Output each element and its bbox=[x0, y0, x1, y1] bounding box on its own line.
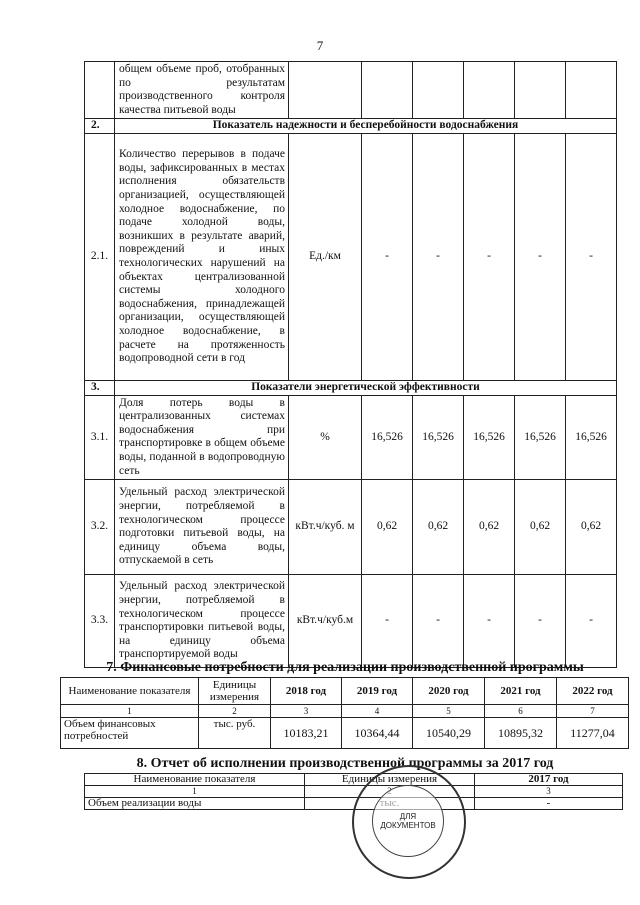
column-header: Единицы измерения bbox=[305, 774, 475, 786]
value-cell: 0,62 bbox=[413, 480, 464, 575]
column-number: 1 bbox=[61, 705, 199, 718]
table-row bbox=[85, 480, 617, 575]
table-row bbox=[61, 718, 629, 749]
value-cell: 10540,29 bbox=[413, 718, 485, 749]
table-row bbox=[85, 395, 617, 480]
stamp-center bbox=[372, 785, 444, 857]
row-name: Объем реализации воды bbox=[85, 798, 305, 810]
header-row bbox=[61, 678, 629, 705]
column-number-row bbox=[85, 786, 623, 798]
value-cell: 16,526 bbox=[413, 395, 464, 480]
value-cell: 10183,21 bbox=[271, 718, 342, 749]
value-cell: 0,62 bbox=[362, 480, 413, 575]
column-header: Наименование показателя bbox=[85, 774, 305, 786]
column-header: 2018 год bbox=[271, 678, 342, 705]
column-number: 3 bbox=[271, 705, 342, 718]
column-header: Единицы измерения bbox=[199, 678, 271, 705]
stamp-text-line: ДОКУМЕНТОВ bbox=[380, 821, 436, 830]
row-description: общем объеме проб, отобранных по результатам производственного контроля качества питьевой воды bbox=[115, 62, 289, 119]
section-7-heading: 7. Финансовые потребности для реализации производственной программы bbox=[106, 660, 584, 675]
financial-table bbox=[60, 677, 629, 749]
column-number: 5 bbox=[413, 705, 485, 718]
row-description: Удельный расход электрической энергии, потребляемой в технологическом процессе подготовки питьевой воды, на единицу объема воды, отпускаемой в сеть bbox=[115, 480, 289, 575]
header-row bbox=[85, 774, 623, 786]
value-cell: - bbox=[413, 575, 464, 668]
value-cell: - bbox=[464, 575, 515, 668]
value-cell: 0,62 bbox=[464, 480, 515, 575]
column-header: 2020 год bbox=[413, 678, 485, 705]
column-number: 6 bbox=[485, 705, 557, 718]
row-number: 2.1. bbox=[85, 133, 115, 380]
value-cell: 16,526 bbox=[362, 395, 413, 480]
page-number: 7 bbox=[316, 38, 324, 53]
row-unit: кВт.ч/куб.м bbox=[289, 575, 362, 668]
column-number: 4 bbox=[342, 705, 413, 718]
section-number: 2. bbox=[85, 119, 115, 134]
value-cell: 16,526 bbox=[515, 395, 566, 480]
row-number: 3.1. bbox=[85, 395, 115, 480]
value-cell: 11277,04 bbox=[557, 718, 629, 749]
column-number: 7 bbox=[557, 705, 629, 718]
row-unit: тыс. руб. bbox=[199, 718, 271, 749]
value-cell: 16,526 bbox=[566, 395, 617, 480]
value-cell: 0,62 bbox=[515, 480, 566, 575]
row-unit: % bbox=[289, 395, 362, 480]
column-header: 2021 год bbox=[485, 678, 557, 705]
column-header: Наименование показателя bbox=[61, 678, 199, 705]
row-number: 3.3. bbox=[85, 575, 115, 668]
value-cell: - bbox=[566, 133, 617, 380]
indicators-table bbox=[84, 61, 617, 668]
row-name: Объем финансовых потребностей bbox=[61, 718, 199, 749]
value-cell: - bbox=[515, 575, 566, 668]
row-description: Доля потерь воды в централизованных системах водоснабжения при транспортировке в общем объеме воды, поданной в водопроводную сеть bbox=[115, 395, 289, 480]
value-cell: - bbox=[362, 575, 413, 668]
column-number: 1 bbox=[85, 786, 305, 798]
value-cell: - bbox=[515, 133, 566, 380]
column-header: 2019 год bbox=[342, 678, 413, 705]
value-cell: 10364,44 bbox=[342, 718, 413, 749]
column-number: 2 bbox=[199, 705, 271, 718]
column-header: 2017 год bbox=[475, 774, 623, 786]
value-cell: - bbox=[566, 575, 617, 668]
row-unit: Ед./км bbox=[289, 133, 362, 380]
row-description: Количество перерывов в подаче воды, зафиксированных в местах исполнения обязательств организацией, осуществляющей холодное водоснабжение, по подаче холодной воды, возникших в результате аварий, повреждений и иных технологических нарушений на объектах централизованной системы холодного водоснабжения, принадлежащей организации, осуществляющей холодное водоснабжение, в расчете на протяженность водопроводной сети в год bbox=[115, 133, 289, 380]
section-number: 3. bbox=[85, 380, 115, 395]
stamp-text-line: ДЛЯ bbox=[399, 812, 417, 821]
section-row bbox=[85, 380, 617, 395]
value-cell: - bbox=[413, 133, 464, 380]
column-header: 2022 год bbox=[557, 678, 629, 705]
value-cell: - bbox=[362, 133, 413, 380]
table-row bbox=[85, 133, 617, 380]
section-title: Показатель надежности и бесперебойности водоснабжения bbox=[115, 119, 617, 134]
column-number: 3 bbox=[475, 786, 623, 798]
value-cell: 0,62 bbox=[566, 480, 617, 575]
value-cell: 16,526 bbox=[464, 395, 515, 480]
row-unit: кВт.ч/куб. м bbox=[289, 480, 362, 575]
table-row bbox=[85, 62, 617, 119]
row-description: Удельный расход электрической энергии, потребляемой в технологическом процессе транспортировки питьевой воды, на единицу объема транспортируемой воды bbox=[115, 575, 289, 668]
table-row bbox=[85, 575, 617, 668]
column-number-row bbox=[61, 705, 629, 718]
value-cell: - bbox=[464, 133, 515, 380]
section-row bbox=[85, 119, 617, 134]
value-cell: - bbox=[475, 798, 623, 810]
section-title: Показатели энергетической эффективности bbox=[115, 380, 617, 395]
value-cell: 10895,32 bbox=[485, 718, 557, 749]
row-number: 3.2. bbox=[85, 480, 115, 575]
section-8-heading: 8. Отчет об исполнении производственной программы за 2017 год bbox=[136, 756, 554, 771]
